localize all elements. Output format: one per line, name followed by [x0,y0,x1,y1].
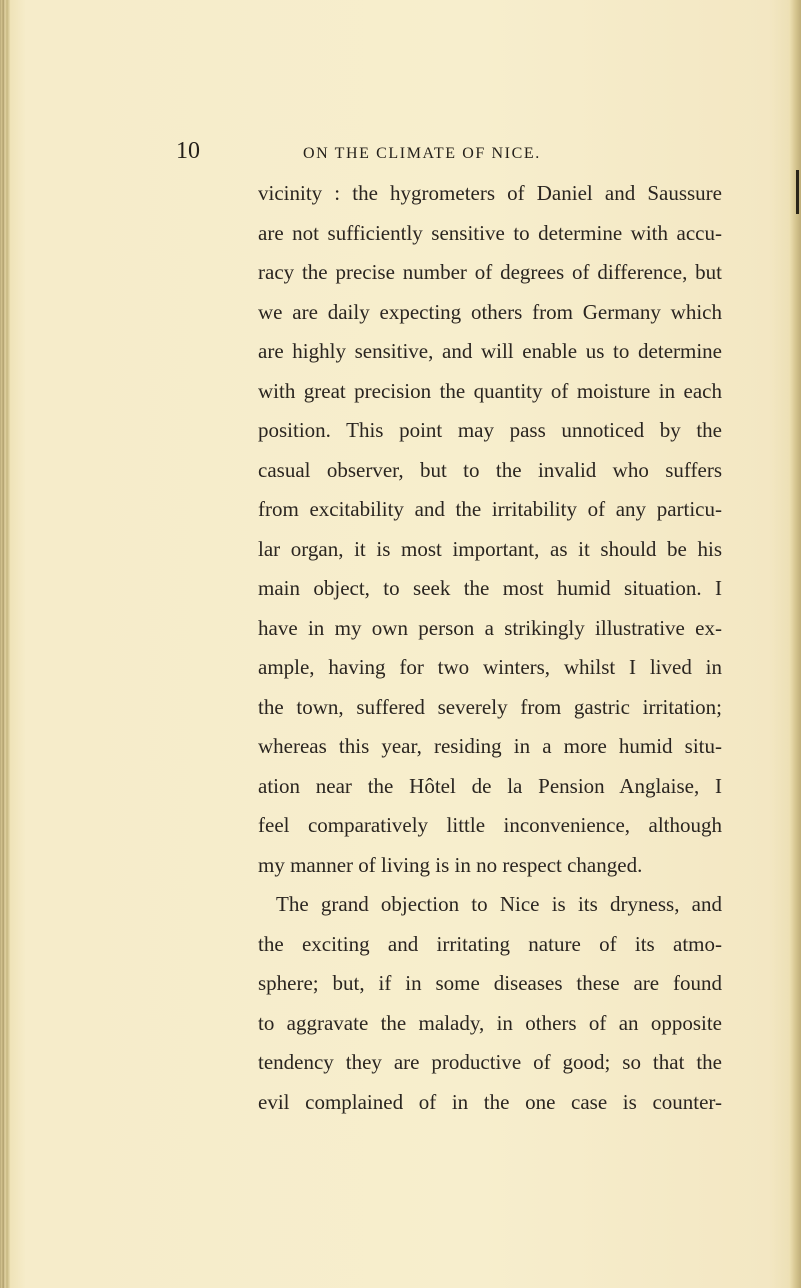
text-line: tendency they are productive of good; so that the [258,1050,722,1074]
text-line: The grand objection to Nice is its dryness, and [276,892,722,916]
text-line: racy the precise number of degrees of difference, but [258,260,722,284]
text-line: the exciting and irritating nature of its atmo- [258,931,722,956]
text-line: whereas this year, residing in a more humid situ- [258,734,722,758]
text-line: position. This point may pass unnoticed by the [258,418,722,442]
text-line: evil complained of in the one case is counter- [258,1089,722,1114]
text-line: vicinity : the hygrometers of Daniel and Saussure [258,181,722,205]
page-header [176,136,716,166]
text-line: are not sufficiently sensitive to determine with accu- [258,220,722,245]
text-line: have in my own person a strikingly illustrative ex- [258,615,722,640]
text-line: the town, suffered severely from gastric irritation; [258,694,722,719]
page-right-edge [789,0,801,1288]
page-number: 10 [176,138,200,164]
text-line: sphere; but, if in some diseases these are found [258,971,722,995]
text-line: ation near the Hôtel de la Pension Anglaise, I [258,773,722,798]
text-line: my manner of living is in no respect changed. [258,852,643,877]
page-gutter-edge [0,0,10,1288]
text-line: feel comparatively little inconvenience, although [258,813,722,837]
text-line: main object, to seek the most humid situation. I [258,576,722,600]
text-line: we are daily expecting others from Germany which [258,299,722,324]
edge-mark [796,170,799,214]
text-line: ample, having for two winters, whilst I lived in [258,655,722,679]
text-line: to aggravate the malady, in others of an opposite [258,1010,722,1035]
text-line: lar organ, it is most important, as it should be his [258,536,722,561]
text-line: from excitability and the irritability of any particu- [258,497,722,521]
text-line: with great precision the quantity of moisture in each [258,378,722,403]
text-line: are highly sensitive, and will enable us to determine [258,339,722,363]
text-line: casual observer, but to the invalid who suffers [258,457,722,482]
body-text [258,174,722,1122]
running-title: ON THE CLIMATE OF NICE. [303,145,541,162]
